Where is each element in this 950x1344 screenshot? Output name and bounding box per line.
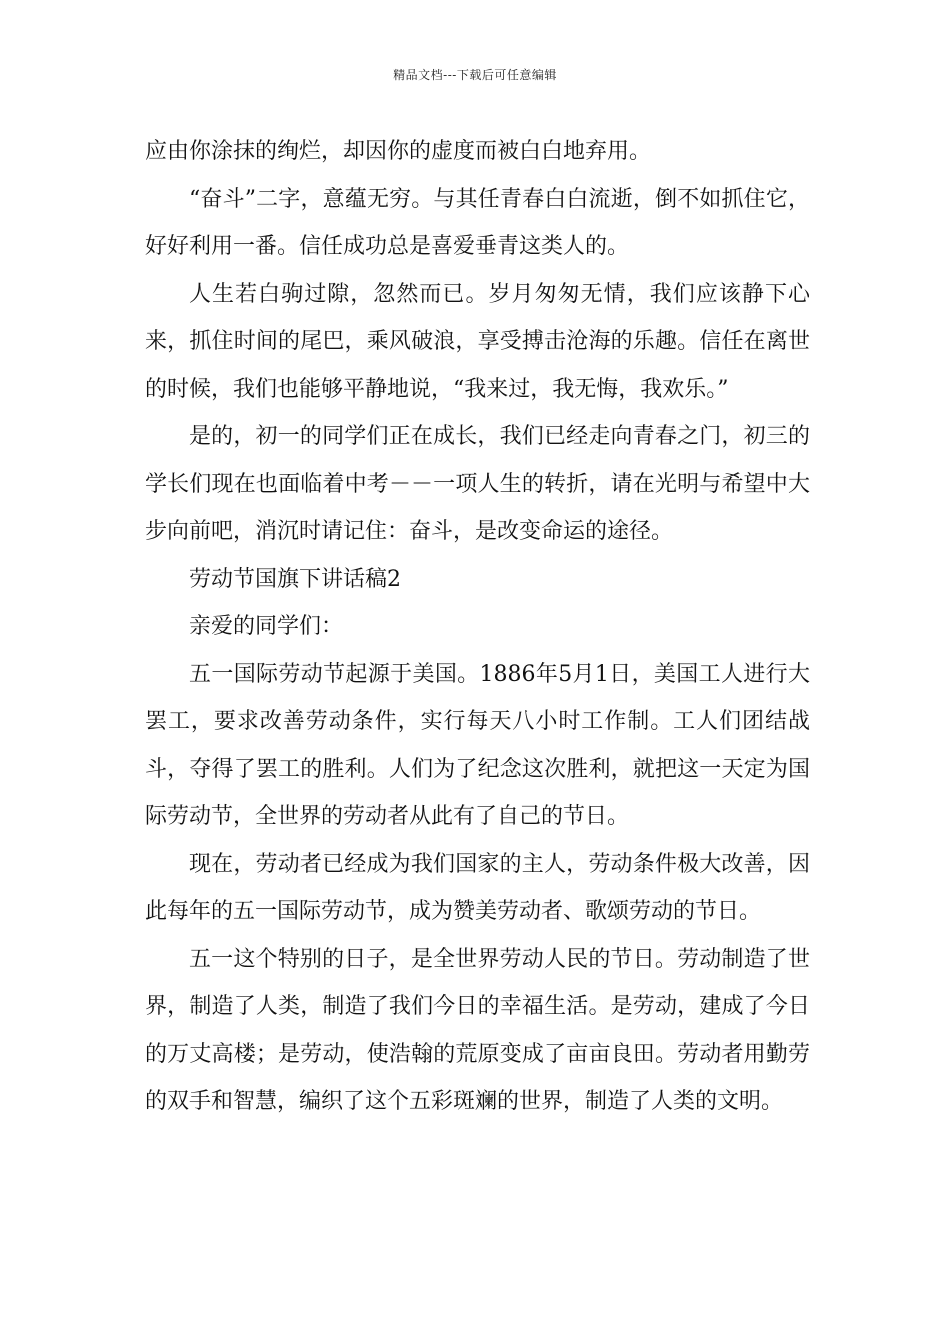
page-header: 精品文档---下载后可任意编辑 xyxy=(393,68,557,82)
paragraph: 人生若白驹过隙，忽然而已。岁月匆匆无情，我们应该静下心来，抓住时间的尾巴，乘风破浪，享受搏击沧海的乐趣。信任在离世的时候，我们也能够平静地说，“我来过，我无悔，我欢乐。” xyxy=(145,281,810,402)
paragraph: 五一国际劳动节起源于美国。1886年5月1日，美国工人进行大罢工，要求改善劳动条件，实行每天八小时工作制。工人们团结战斗，夺得了罢工的胜利。人们为了纪念这次胜利，就把这一天定为国际劳动节，全世界的劳动者从此有了自己的节日。 xyxy=(145,661,810,829)
section-title: 劳动节国旗下讲话稿2 xyxy=(189,566,401,592)
paragraph: 是的，初一的同学们正在成长，我们已经走向青春之门，初三的学长们现在也面临着中考－－一项人生的转折，请在光明与希望中大步向前吧，消沉时请记住：奋斗，是改变命运的途径。 xyxy=(145,424,810,544)
paragraph: 应由你涂抹的绚烂，却因你的虚度而被白白地弃用。 xyxy=(145,139,652,164)
paragraph: 现在，劳动者已经成为我们国家的主人，劳动条件极大改善，因此每年的五一国际劳动节，成为赞美劳动者、歌颂劳动的节日。 xyxy=(145,851,810,924)
paragraph: 五一这个特别的日子，是全世界劳动人民的节日。劳动制造了世界，制造了人类，制造了我们今日的幸福生活。是劳动，建成了今日的万丈高楼；是劳动，使浩翰的荒原变成了亩亩良田。劳动者用勤劳的双手和智慧，编织了这个五彩斑斓的世界，制造了人类的文明。 xyxy=(145,946,810,1114)
paragraph: “奋斗”二字，意蕴无穷。与其任青春白白流逝，倒不如抓住它，好好利用一番。信任成功总是喜爱垂青这类人的。 xyxy=(145,186,810,259)
salutation: 亲爱的同学们： xyxy=(189,614,344,639)
document-body xyxy=(145,128,810,1126)
